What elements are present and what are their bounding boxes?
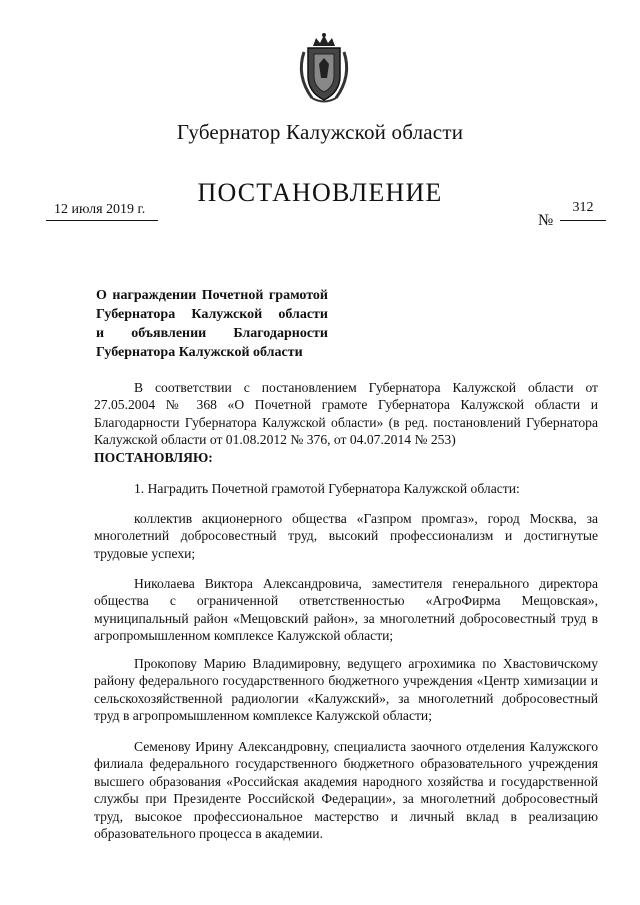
awardee-paragraph xyxy=(94,738,598,842)
document-title xyxy=(96,286,328,362)
awardee-paragraph xyxy=(94,575,598,645)
awardee-text: коллектив акционерного общества «Газпром промгаз», город Москва, за многолетний добросовестный труд, высокий профессионализм и достигнутые трудовые успехи; xyxy=(94,511,598,561)
preamble-paragraph: В соответствии с постановлением Губернатора Калужской области от 27.05.2004 № 368 «О Почетной грамоте Губернатора Калужской области и Благодарности Губернатора Калужской области» (в ред. постановлений Губернатора Калужской области от 01.08.2012 № 376, от 04.07.2014 № 253) xyxy=(94,380,598,448)
document-number: 312 xyxy=(560,200,606,221)
document-type-heading: ПОСТАНОВЛЕНИЕ xyxy=(197,178,443,207)
title-line: О награждении Почетной грамотой xyxy=(96,288,328,303)
awardee-text: Николаева Виктора Александровича, заместителя генерального директора общества с ограниченной ответственностью «АгроФирма Мещовская», муниципальный район «Мещовский район», за многолетний добросовестный труд в агропромышленном комплексе Калужской области; xyxy=(94,576,598,644)
item-1-paragraph xyxy=(94,480,598,497)
awardee-paragraph xyxy=(94,655,598,725)
document-date: 12 июля 2019 г. xyxy=(46,202,158,221)
item-heading: 1. Наградить Почетной грамотой Губернатора Калужской области: xyxy=(134,481,520,496)
title-line: и объявлении Благодарности xyxy=(96,326,328,341)
preamble-block xyxy=(94,379,598,466)
coat-of-arms-icon xyxy=(294,32,354,106)
issuing-authority: Губернатор Калужской области xyxy=(176,120,464,144)
number-sign: № xyxy=(538,212,554,229)
title-line: Губернатора Калужской области xyxy=(96,345,303,360)
title-line: Губернатора Калужской области xyxy=(96,307,328,322)
awardee-text: Семенову Ирину Александровну, специалиста заочного отделения Калужского филиала федерального государственного бюджетного образовательного учреждения высшего образования «Российская академия народного хозяйства и государственной службы при Президенте Российской Федерации», за многолетний добросовестный труд, высокое профессиональное мастерство и личный вклад в реализацию образовательного процесса в академии. xyxy=(94,739,598,842)
awardee-text: Прокопову Марию Владимировну, ведущего агрохимика по Хвастовичскому району федерального государственного бюджетного учреждения «Центр химизации и сельскохозяйственной радиологии «Калужский», за многолетний добросовестный труд в агропромышленном комплексе Калужской области; xyxy=(94,656,598,724)
decree-word: ПОСТАНОВЛЯЮ: xyxy=(94,449,213,465)
awardee-paragraph xyxy=(94,510,598,562)
